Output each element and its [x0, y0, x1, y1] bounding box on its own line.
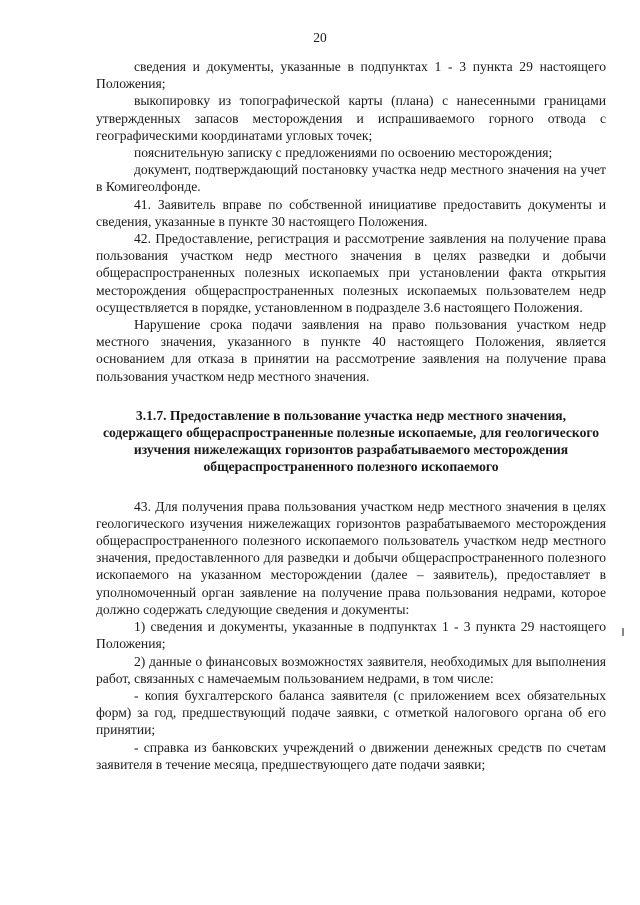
page-content — [96, 58, 606, 773]
list-item: - справка из банковских учреждений о движении денежных средств по счетам заявителя в течение месяца, предшествующего дате подачи заявки; — [96, 739, 606, 772]
list-item: 1) сведения и документы, указанные в подпунктах 1 - 3 пункта 29 настоящего Положения; — [96, 619, 606, 652]
paragraph: документ, подтверждающий постановку участка недр местного значения на учет в Комигеолфонде. — [96, 162, 606, 195]
list-item: 2) данные о финансовых возможностях заявителя, необходимых для выполнения работ, связанных с намечаемым пользованием недрами, в том числе: — [96, 653, 606, 686]
paragraph: сведения и документы, указанные в подпунктах 1 - 3 пункта 29 настоящего Положения; — [96, 59, 606, 92]
paragraph: Нарушение срока подачи заявления на право пользования участком недр местного значения, указанного в пункте 40 настоящего Положения, является основанием для отказа в принятии на рассмотрение заявления на получение права пользования участком недр местного значения. — [96, 317, 606, 384]
paragraph: выкопировку из топографической карты (плана) с нанесенными границами утвержденных запасов месторождения и испрашиваемого горного отвода с географическими координатами угловых точек; — [96, 93, 606, 143]
paragraph-41: 41. Заявитель вправе по собственной инициативе предоставить документы и сведения, указанные в пункте 30 настоящего Положения. — [96, 196, 606, 229]
paragraph-43: 43. Для получения права пользования участком недр местного значения в целях геологического изучения нижележащих горизонтов разрабатываемого месторождения общераспространенного полезного ископаемого пользователь участком недр местного значения, предоставленного для разведки и добычи общераспространенного полезного ископаемого на указанном месторождении (далее – заявитель), предоставляет в уполномоченный орган заявление на получение права пользования недрами, которое должно содержать следующие сведения и документы: — [96, 498, 606, 617]
paragraph-42: 42. Предоставление, регистрация и рассмотрение заявления на получение права пользования участком недр местного значения в целях разведки и добычи общераспространенных полезных ископаемых при установлении факта открытия месторождения общераспространенных полезных ископаемых пользователем недр осуществляется в порядке, установленном в подразделе 3.6 настоящего Положения. — [96, 231, 606, 315]
scan-artifact — [622, 628, 624, 636]
list-item: - копия бухгалтерского баланса заявителя (с приложением всех обязательных форм) за год, предшествующий подаче заявки, с отметкой налогового органа об его принятии; — [96, 687, 606, 738]
section-heading: 3.1.7. Предоставление в пользование участка недр местного значения, содержащего общераспространенные полезные ископаемые, для геологического изучения нижележащих горизонтов разрабатываемого месторождения общераспространенного полезного ископаемого — [102, 407, 600, 475]
page-number: 20 — [313, 30, 327, 45]
paragraph: пояснительную записку с предложениями по освоению месторождения; — [134, 145, 553, 161]
